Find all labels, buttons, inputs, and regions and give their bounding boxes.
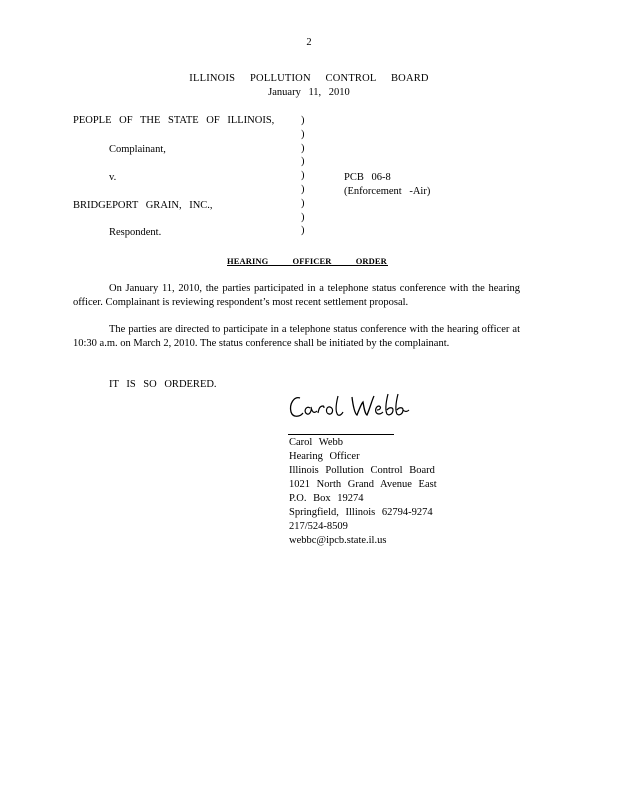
paren: ) — [301, 142, 305, 154]
paren: ) — [301, 156, 305, 168]
page-number: 2 — [306, 37, 312, 48]
defendant-role: Respondent. — [109, 227, 162, 238]
signature-block — [289, 436, 437, 548]
signer-name: Carol Webb — [289, 437, 343, 448]
paren: ) — [301, 211, 305, 223]
case-type: (Enforcement -Air) — [344, 186, 431, 197]
signer-organization: Illinois Pollution Control Board — [289, 465, 435, 476]
signer-email: webbc@ipcb.state.il.us — [289, 535, 387, 546]
paren: ) — [301, 128, 305, 140]
paren: ) — [301, 170, 305, 182]
document-date: January 11, 2010 — [268, 87, 350, 98]
caption-parentheses — [301, 114, 309, 238]
paragraph-text: On January 11, 2010, the parties participated in a telephone status conference with the hearing officer. Complainant is reviewing respondent’s most recent settlement proposal. — [73, 283, 520, 308]
signer-street-address: 1021 North Grand Avenue East — [289, 479, 437, 490]
signer-city-state-zip: Springfield, Illinois 62794-9274 — [289, 507, 433, 518]
versus-label: v. — [109, 172, 117, 183]
signature-line — [288, 434, 394, 435]
order-paragraph-1 — [73, 282, 520, 310]
paren: ) — [301, 183, 305, 195]
defendant-name: BRIDGEPORT GRAIN, INC., — [73, 200, 213, 211]
case-number: PCB 06-8 — [344, 172, 391, 183]
signer-po-box: P.O. Box 19274 — [289, 493, 364, 504]
plaintiff-role: Complainant, — [109, 144, 166, 155]
order-paragraph-2 — [73, 323, 520, 351]
closing-statement: IT IS SO ORDERED. — [109, 379, 217, 390]
paragraph-text: The parties are directed to participate in a telephone status conference with the hearing officer at 10:30 a.m. on March 2, 2010. The status conference shall be initiated by the complainant. — [73, 324, 520, 349]
paren: ) — [301, 225, 305, 237]
paren: ) — [301, 197, 305, 209]
signer-title: Hearing Officer — [289, 451, 360, 462]
plaintiff-name: PEOPLE OF THE STATE OF ILLINOIS, — [73, 115, 275, 126]
handwritten-signature — [286, 390, 416, 426]
signer-phone: 217/524-8509 — [289, 521, 348, 532]
order-title: HEARING OFFICER ORDER — [227, 256, 387, 266]
paren: ) — [301, 115, 305, 126]
board-name: ILLINOIS POLLUTION CONTROL BOARD — [189, 73, 429, 84]
title-underline — [342, 265, 388, 266]
